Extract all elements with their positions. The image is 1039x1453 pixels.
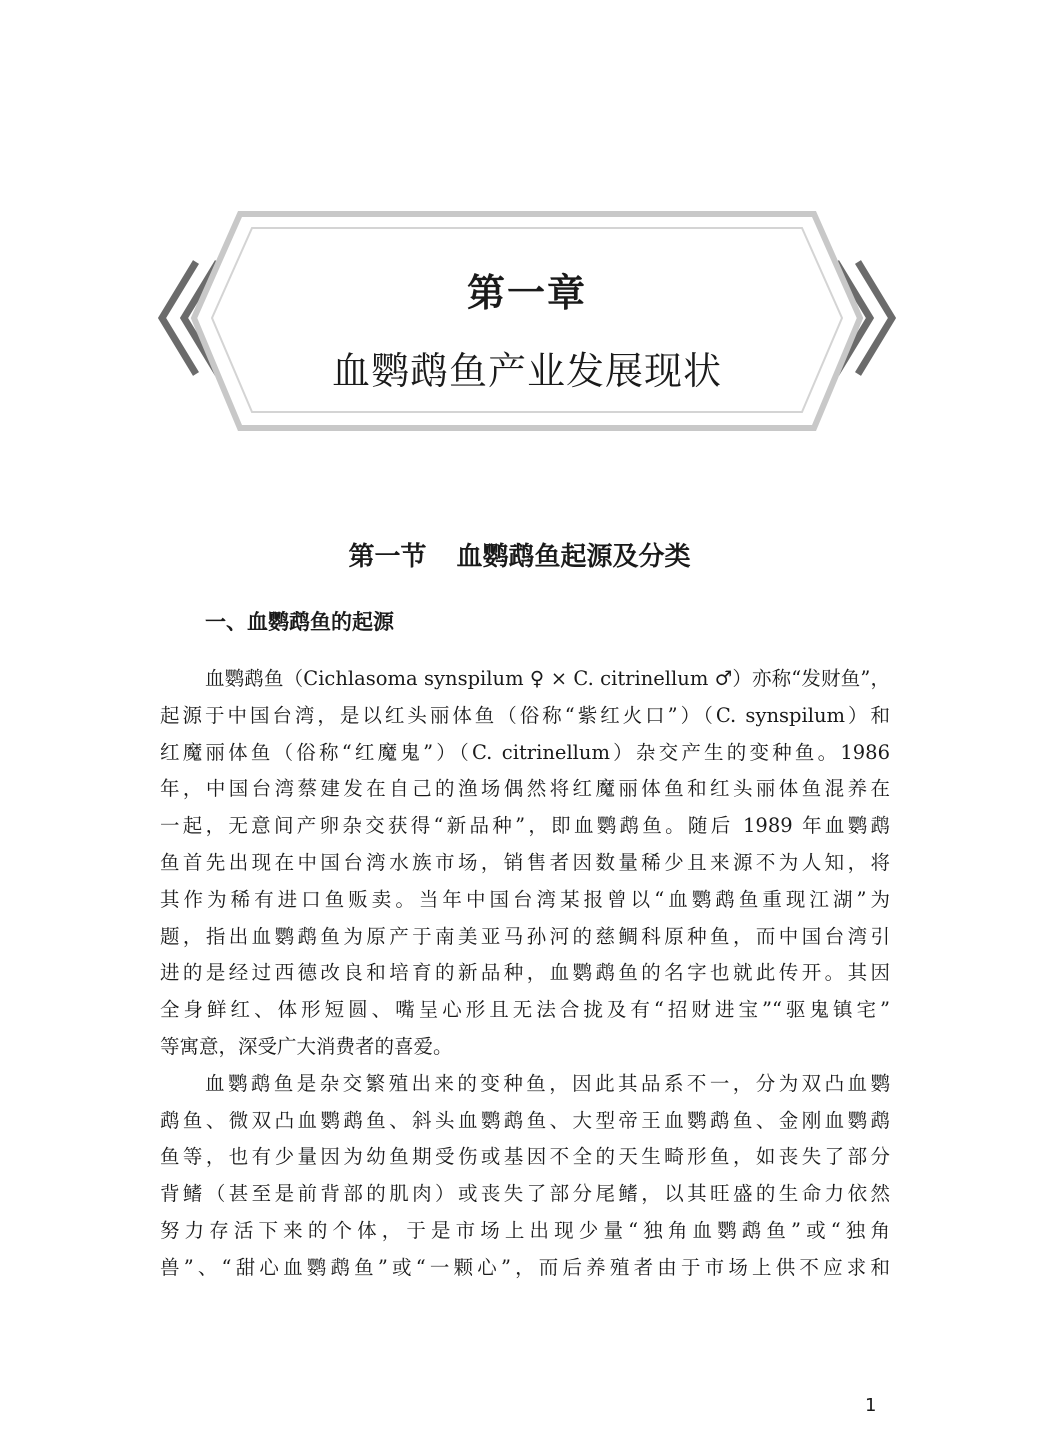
chapter-number: 第一章 <box>466 271 587 315</box>
text-line: 鹉鱼、微双凸血鹦鹉鱼、斜头血鹦鹉鱼、大型帝王血鹦鹉鱼、金刚血鹦鹉 <box>160 1108 890 1132</box>
paragraph-2 <box>160 1066 890 1287</box>
text-line: 一起，无意间产卵杂交获得“新品种”，即血鹦鹉鱼。随后 1989 年血鹦鹉 <box>160 814 890 838</box>
chapter-title: 血鹦鹉鱼产业发展现状 <box>331 349 722 393</box>
paragraph-1 <box>160 661 890 1066</box>
text-line: 年，中国台湾蔡建发在自己的渔场偶然将红魔丽体鱼和红头丽体鱼混养在 <box>160 777 890 801</box>
text-line: 鱼等，也有少量因为幼鱼期受伤或基因不全的天生畸形鱼，如丧失了部分 <box>160 1145 890 1169</box>
text-line: 其作为稀有进口鱼贩卖。当年中国台湾某报曾以“血鹦鹉鱼重现江湖”为 <box>160 887 890 911</box>
section-title: 血鹦鹉鱼起源及分类 <box>456 542 691 572</box>
text-line: 等寓意，深受广大消费者的喜爱。 <box>160 1034 453 1058</box>
text-line: 全身鲜红、体形短圆、嘴呈心形且无法合拢及有“招财进宝”“驱鬼镇宅” <box>160 998 890 1022</box>
subsection-title: 一、血鹦鹉鱼的起源 <box>205 610 394 634</box>
section-number: 第一节 <box>348 542 427 572</box>
page-number: 1 <box>865 1395 877 1416</box>
text-line: 鱼首先出现在中国台湾水族市场，销售者因数量稀少且来源不为人知，将 <box>160 850 890 874</box>
body-text <box>160 661 890 1287</box>
chapter-banner-frame <box>158 210 896 432</box>
text-line: 血鹦鹉鱼（Cichlasoma synspilum ♀ × C. citrinellum ♂）亦称“发财鱼”， <box>205 667 890 690</box>
text-line: 努力存活下来的个体，于是市场上出现少量“独角血鹦鹉鱼”或“独角 <box>160 1218 890 1242</box>
text-line: 血鹦鹉鱼是杂交繁殖出来的变种鱼，因此其品系不一，分为双凸血鹦 <box>205 1071 890 1095</box>
text-line: 背鳍（甚至是前背部的肌肉）或丧失了部分尾鳍，以其旺盛的生命力依然 <box>160 1182 890 1206</box>
text-line: 起源于中国台湾，是以红头丽体鱼（俗称“紫红火口”）（C. synspilum）和 <box>160 703 890 727</box>
text-line: 题，指出血鹦鹉鱼为原产于南美亚马孙河的慈鲷科原种鱼，而中国台湾引 <box>160 924 890 948</box>
text-line: 兽”、“甜心血鹦鹉鱼”或“一颗心”，而后养殖者由于市场上供不应求和 <box>160 1255 890 1279</box>
chapter-banner <box>158 210 896 432</box>
section-heading <box>0 536 1039 573</box>
text-line: 进的是经过西德改良和培育的新品种，血鹦鹉鱼的名字也就此传开。其因 <box>160 961 890 985</box>
text-line: 红魔丽体鱼（俗称“红魔鬼”）（C. citrinellum）杂交产生的变种鱼。1986 <box>160 740 890 764</box>
